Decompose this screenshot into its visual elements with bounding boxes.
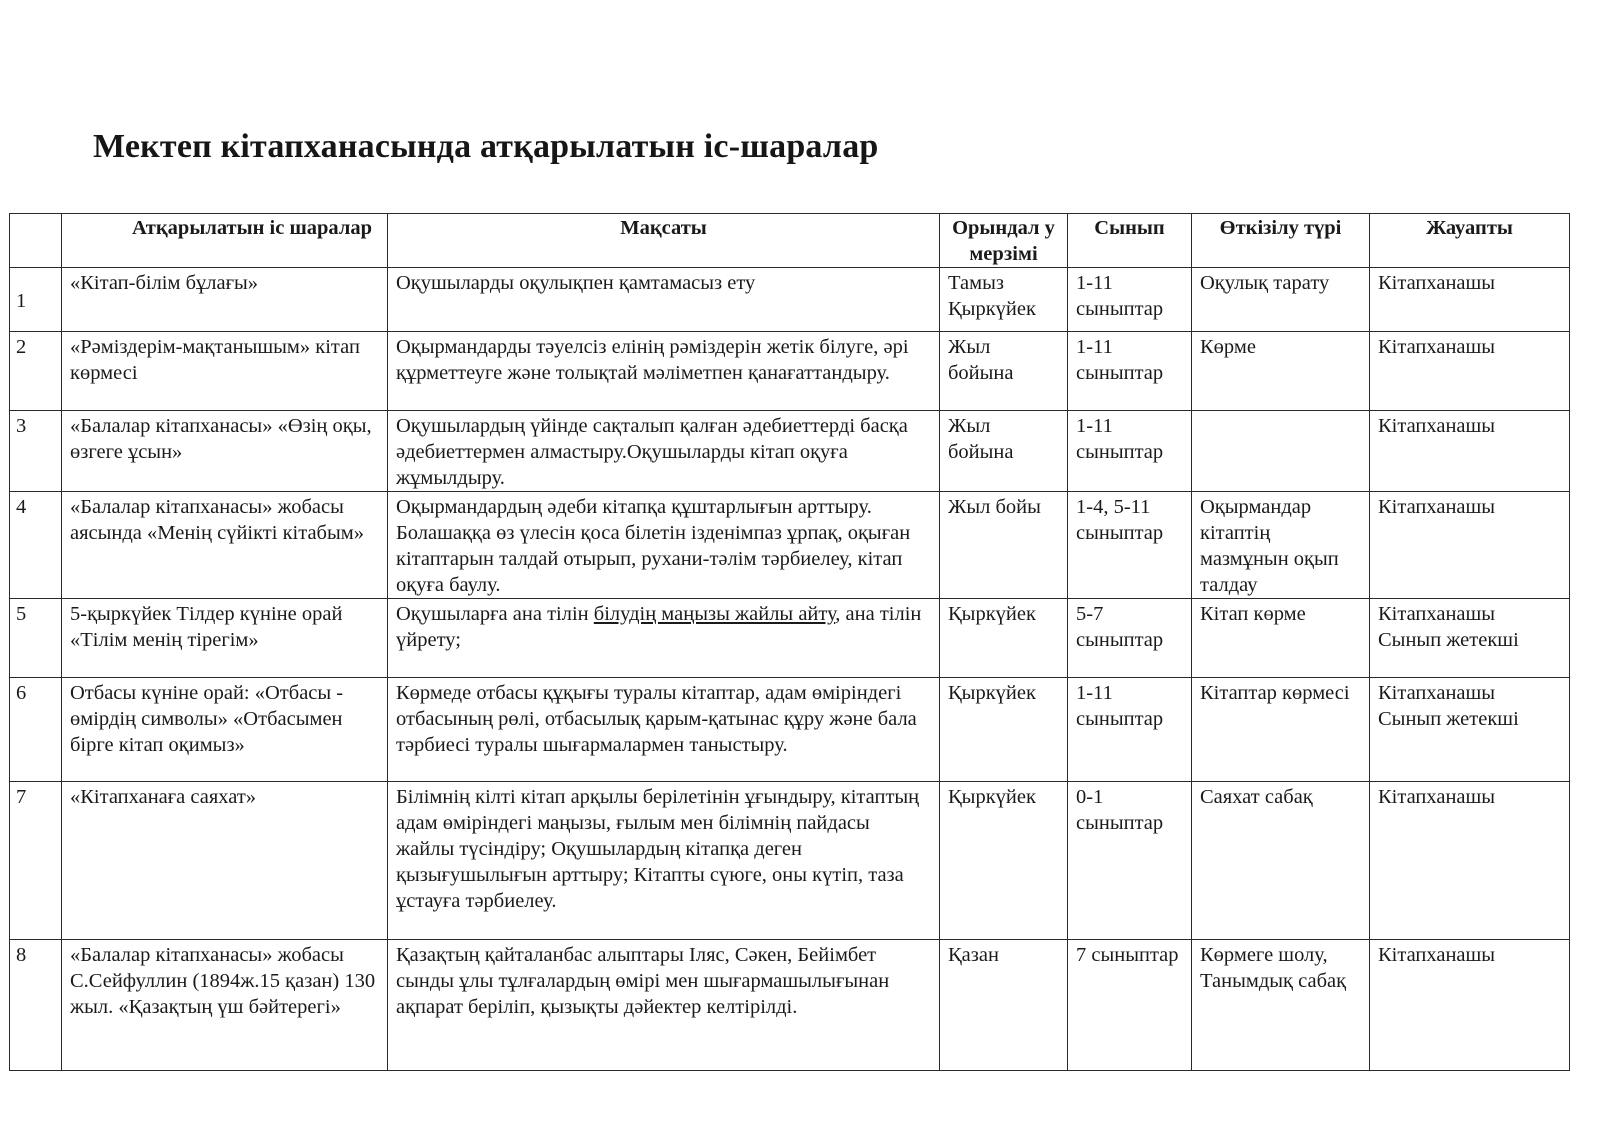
activity-cell: Отбасы күніне орай: «Отбасы - өмірдің символы» «Отбасымен бірге кітап оқимыз» [62, 678, 388, 782]
row-number: 5 [10, 599, 62, 678]
goal-cell: Оқырмандардың әдеби кітапқа құштарлығын арттыру. Болашаққа өз үлесін қоса білетін ізденімпаз ұрпақ, оқыған кітаптарын талдай отырып, рухани-тәлім тәрбиелеу, кітап оқуға баулу. [388, 492, 940, 599]
responsible-cell: Кітапханашы [1370, 782, 1570, 940]
grade-cell: 5-7 сыныптар [1068, 599, 1192, 678]
row-number [10, 268, 62, 332]
table-row [10, 782, 1570, 940]
activity-cell: «Балалар кітапханасы» «Өзің оқы, өзгеге ұсын» [62, 411, 388, 492]
activity-cell: «Кітапханаға саяхат» [62, 782, 388, 940]
header-responsible: Жауапты [1370, 214, 1570, 268]
grade-cell: 1-11 сыныптар [1068, 678, 1192, 782]
table-row [10, 268, 1570, 332]
period-cell: Қыркүйек [940, 599, 1068, 678]
goal-underlined-text: білудің маңызы жайлы айту [593, 603, 836, 625]
goal-text: Оқушыларға ана тілін [396, 603, 594, 625]
form-cell: Кітаптар көрмесі [1192, 678, 1370, 782]
goal-text-end: , ана тілін үйрету; [396, 603, 922, 651]
form-cell: Көрмеге шолу, Танымдық сабақ [1192, 940, 1370, 1071]
row-number: 8 [10, 940, 62, 1071]
period-cell: Жыл бойына [940, 332, 1068, 411]
responsible-cell: Кітапханашы Сынып жетекші [1370, 599, 1570, 678]
grade-cell: 1-4, 5-11 сыныптар [1068, 492, 1192, 599]
period-cell: Жыл бойына [940, 411, 1068, 492]
activity-cell: 5-қыркүйек Тілдер күніне орай «Тілім менің тірегім» [62, 599, 388, 678]
goal-cell: Көрмеде отбасы құқығы туралы кітаптар, адам өміріндегі отбасының рөлі, отбасылық қарым-қатынас құру және бала тәрбиесі туралы шығармалармен таныстыру. [388, 678, 940, 782]
form-cell: Оқырмандар кітаптің мазмұнын оқып талдау [1192, 492, 1370, 599]
header-number [10, 214, 62, 268]
table-row [10, 492, 1570, 599]
grade-cell: 0-1 сыныптар [1068, 782, 1192, 940]
form-cell: Саяхат сабақ [1192, 782, 1370, 940]
form-cell [1192, 411, 1370, 492]
goal-cell: Білімнің кілті кітап арқылы берілетінін ұғындыру, кітаптың адам өміріндегі маңызы, ғылым мен білімнің пайдасы жайлы түсіндіру; Оқушылардың кітапқа деген қызығушылығын арттыру; Кітапты сүюге, оны күтіп, таза ұстауға тәрбиелеу. [388, 782, 940, 940]
row-number: 4 [10, 492, 62, 599]
activity-cell: «Балалар кітапханасы» жобасы С.Сейфуллин (1894ж.15 қазан) 130 жыл. «Қазақтың үш бәйтерегі» [62, 940, 388, 1071]
activity-cell: «Кітап-білім бұлағы» [62, 268, 388, 332]
goal-cell: Оқушылардың үйінде сақталып қалған әдебиеттерді басқа әдебиеттермен алмастыру.Оқушыларды кітап оқуға жұмылдыру. [388, 411, 940, 492]
goal-cell: Қазақтың қайталанбас алыптары Іляс, Сәкен, Бейімбет сынды ұлы тұлғалардың өмірі мен шығармашылығынан ақпарат беріліп, қызықты дәйектер келтірілді. [388, 940, 940, 1071]
activity-cell: «Балалар кітапханасы» жобасы аясында «Менің сүйікті кітабым» [62, 492, 388, 599]
table-row [10, 332, 1570, 411]
form-cell: Кітап көрме [1192, 599, 1370, 678]
table-row [10, 940, 1570, 1071]
responsible-cell: Кітапханашы [1370, 940, 1570, 1071]
responsible-cell: Кітапханашы [1370, 332, 1570, 411]
responsible-cell: Кітапханашы [1370, 268, 1570, 332]
row-number: 6 [10, 678, 62, 782]
grade-cell: 1-11 сыныптар [1068, 332, 1192, 411]
goal-cell [388, 599, 940, 678]
document-title: Мектеп кітапханасында атқарылатын іс-шаралар [93, 128, 879, 165]
period-cell: Қыркүйек [940, 678, 1068, 782]
period-cell: Жыл бойы [940, 492, 1068, 599]
header-goal: Мақсаты [388, 214, 940, 268]
form-cell: Көрме [1192, 332, 1370, 411]
grade-cell: 1-11 сыныптар [1068, 411, 1192, 492]
table-header-row [10, 214, 1570, 268]
goal-cell: Оқушыларды оқулықпен қамтамасыз ету [388, 268, 940, 332]
header-grade: Сынып [1068, 214, 1192, 268]
period-cell: Қыркүйек [940, 782, 1068, 940]
grade-cell: 7 сыныптар [1068, 940, 1192, 1071]
header-period: Орындал у мерзімі [940, 214, 1068, 268]
form-cell: Оқулық тарату [1192, 268, 1370, 332]
table-row [10, 599, 1570, 678]
header-activity: Атқарылатын іс шаралар [62, 214, 388, 268]
row-number: 7 [10, 782, 62, 940]
header-form: Өткізілу түрі [1192, 214, 1370, 268]
goal-cell: Оқырмандарды тәуелсіз елінің рәміздерін жетік білуге, әрі құрметтеуге және толықтай мәліметпен қанағаттандыру. [388, 332, 940, 411]
table-row [10, 678, 1570, 782]
row-number: 2 [10, 332, 62, 411]
row-number: 3 [10, 411, 62, 492]
row-number-value: 1 [16, 290, 27, 312]
activity-cell: «Рәміздерім-мақтанышым» кітап көрмесі [62, 332, 388, 411]
events-table [9, 213, 1570, 1071]
responsible-cell: Кітапханашы [1370, 411, 1570, 492]
period-cell: Тамыз Қыркүйек [940, 268, 1068, 332]
responsible-cell: Кітапханашы Сынып жетекші [1370, 678, 1570, 782]
responsible-cell: Кітапханашы [1370, 492, 1570, 599]
period-cell: Қазан [940, 940, 1068, 1071]
grade-cell: 1-11 сыныптар [1068, 268, 1192, 332]
table-row [10, 411, 1570, 492]
